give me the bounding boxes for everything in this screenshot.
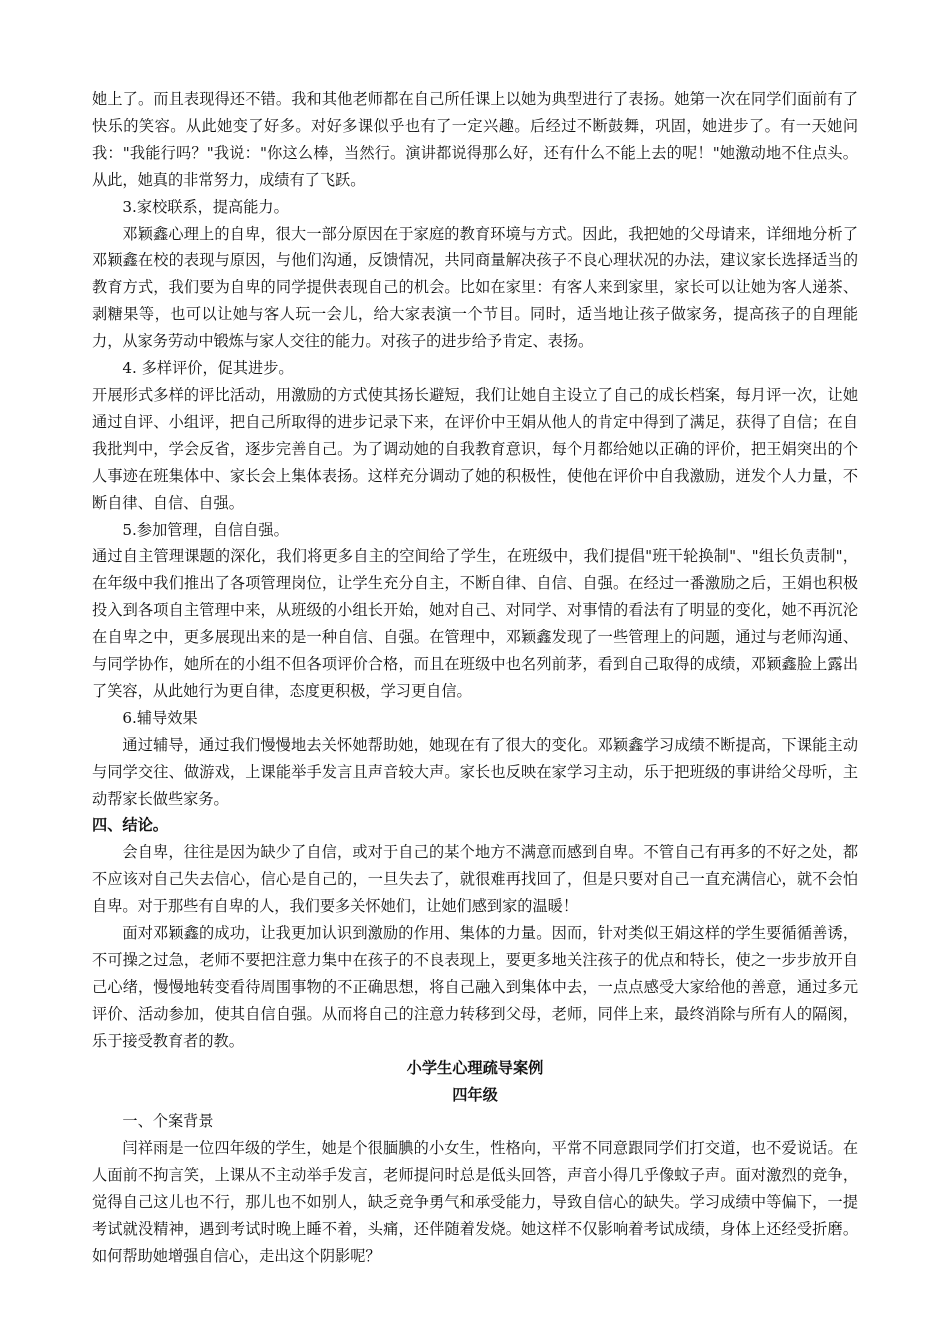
section-heading: 3.家校联系，提高能力。 <box>122 197 289 216</box>
grade-subtitle: 四年级 <box>452 1085 498 1104</box>
paragraph: 通过自主管理课题的深化，我们将更多自主的空间给了学生，在班级中，我们提倡"班干轮换制"、"组长负责制"，在年级中我们推出了各项管理岗位，让学生充分自主，不断自律、自信、自强。在经过一番激励之后，王娟也积极投入到各项自主管理中来，从班级的小组长开始，她对自己、对同学、对事情的看法有了明显的变化，她不再沉沦在自卑之中，更多展现出来的是一种自信、自强。在管理中，邓颖鑫发现了一些管理上的问题，通过与老师沟通、与同学协作，她所在的小组不但各项评价合格，而且在班级中也名列前茅，看到自己取得的成绩，邓颖鑫脸上露出了笑容，从此她行为更自律，态度更积极，学习更自信。 <box>92 547 858 700</box>
paragraph: 闫祥雨是一位四年级的学生，她是个很腼腆的小女生，性格向，平常不同意跟同学们打交道，也不爱说话。在人面前不拘言笑，上课从不主动举手发言，老师提问时总是低头回答，声音小得几乎像蚊子声。面对激烈的竞争，觉得自己这儿也不行，那儿也不如别人，缺乏竞争勇气和承受能力，导致自信心的缺失。学习成绩中等偏下，一提考试就没精神，遇到考试时晚上睡不着，头痛，还伴随着发烧。她这样不仅影响着考试成绩，身体上还经受折磨。如何帮助她增强自信心，走出这个阴影呢？ <box>92 1139 858 1265</box>
paragraph: 开展形式多样的评比活动，用激励的方式使其扬长避短，我们让她自主设立了自己的成长档案，每月评一次，让她通过自评、小组评，把自己所取得的进步记录下来，在评价中王娟从他人的肯定中得到了满足，获得了自信；在自我批判中，学会反省，逐步完善自己。为了调动她的自我教育意识，每个月都给她以正确的评价，把王娟突出的个人事迹在班集体中、家长会上集体表扬。这样充分调动了她的积极性，使他在评价中自我激励，迸发个人力量，不断自律、自信、自强。 <box>92 385 858 512</box>
conclusion-heading: 四、结论。 <box>92 816 168 835</box>
section-heading: 5.参加管理，自信自强。 <box>122 520 289 539</box>
section-heading: 6.辅导效果 <box>122 708 198 727</box>
paragraph: 会自卑，往往是因为缺少了自信，或对于自己的某个地方不满意而感到自卑。不管自己有再多的不好之处，都不应该对自己失去信心，信心是自己的，一旦失去了，就很难再找回了，但是只要对自己一直充满信心，就不会怕自卑。对于那些有自卑的人，我们要多关怀她们，让她们感到家的温暖！ <box>92 843 858 916</box>
paragraph: 邓颖鑫心理上的自卑，很大一部分原因在于家庭的教育环境与方式。因此，我把她的父母请来，详细地分析了邓颖鑫在校的表现与原因，与他们沟通，反馈情况，共同商量解决孩子不良心理状况的办法，建议家长选择适当的教育方式，我们要为自卑的同学提供表现自己的机会。比如在家里：有客人来到家里，家长可以让她为客人递茶、剥糖果等，也可以让她与客人玩一会儿，给大家表演一个节目。同时，适当地让孩子做家务，提高孩子的自理能力，从家务劳动中锻炼与家人交往的能力。对孩子的进步给予肯定、表扬。 <box>92 224 858 351</box>
paragraph: 面对邓颖鑫的成功，让我更加认识到激励的作用、集体的力量。因而，针对类似王娟这样的学生要循循善诱，不可操之过急，老师不要把注意力集中在孩子的不良表现上，要更多地关注孩子的优点和特长，使之一步步放开自己心绪，慢慢地转变看待周围事物的不正确思想，将自己融入到集体中去，一点点感受大家给他的善意，通过多元评价、活动参加，使其自信自强。从而将自己的注意力转移到父母，老师，同伴上来，最终消除与所有人的隔阂，乐于接受教育者的教。 <box>92 924 858 1050</box>
section-heading: 4. 多样评价，促其进步。 <box>122 359 294 378</box>
document-page <box>92 86 858 1270</box>
document-title: 小学生心理疏导案例 <box>406 1058 544 1077</box>
paragraph: 通过辅导，通过我们慢慢地去关怀她帮助她，她现在有了很大的变化。邓颖鑫学习成绩不断提高，下课能主动与同学交往、做游戏，上课能举手发言且声音较大声。家长也反映在家学习主动，乐于把班级的事讲给父母听，主动帮家长做些家务。 <box>92 735 858 808</box>
section-heading: 一、个案背景 <box>122 1112 214 1131</box>
paragraph: 她上了。而且表现得还不错。我和其他老师都在自己所任课上以她为典型进行了表扬。她第一次在同学们面前有了快乐的笑容。从此她变了好多。对好多课似乎也有了一定兴趣。后经过不断鼓舞，巩固，她进步了。有一天她问我："我能行吗？"我说："你这么棒，当然行。演讲都说得那么好，还有什么不能上去的呢！"她激动地不住点头。从此，她真的非常努力，成绩有了飞跃。 <box>92 90 858 189</box>
